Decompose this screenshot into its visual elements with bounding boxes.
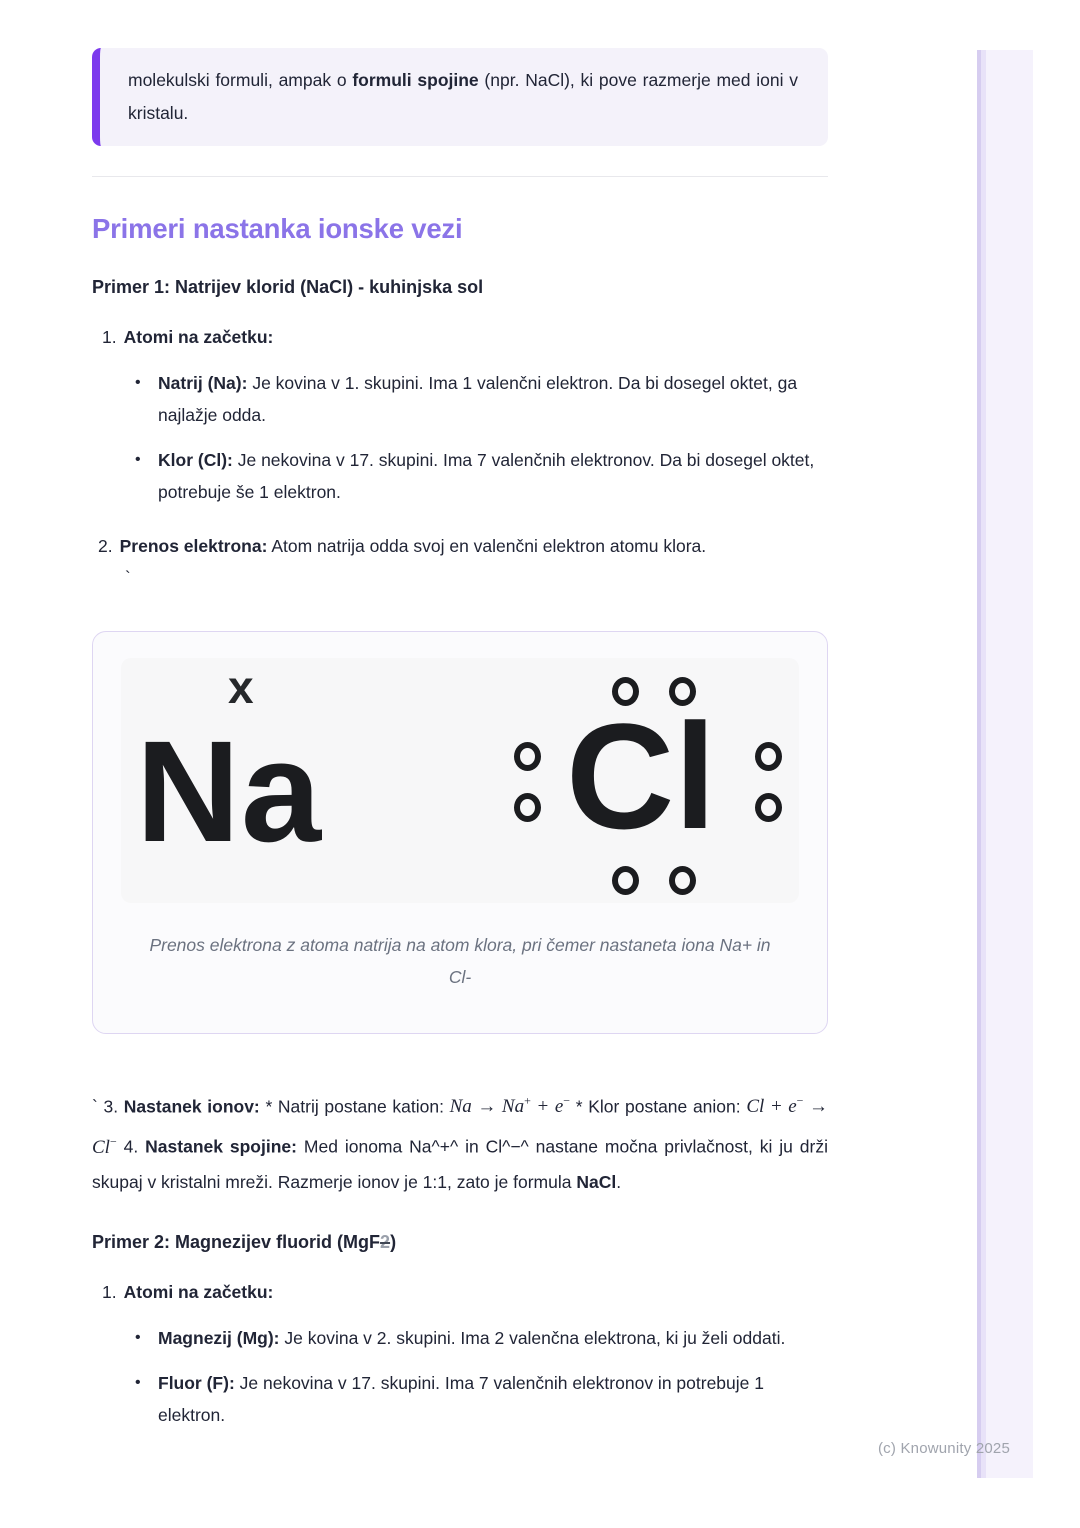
sodium-atom-diagram — [136, 658, 376, 903]
valence-electron-mark: x — [228, 661, 254, 713]
chlorine-symbol: Cl — [566, 692, 716, 860]
formula-nacl: NaCl — [576, 1171, 617, 1192]
blockquote-text-tail: (npr. NaCl), ki pove razmerje med ioni v kristalu. — [128, 70, 798, 123]
page-edge-scroll-strip — [977, 50, 1033, 1478]
period: . — [616, 1171, 622, 1192]
list-item-term: Fluor (F): — [158, 1372, 235, 1393]
step-body: Atom natrija odda svoj en valenčni elektron atomu klora. — [267, 536, 707, 556]
step-number: 1. — [102, 1281, 117, 1302]
step-label: Atomi na začetku: — [123, 1281, 274, 1302]
list-item-term: Natrij (Na): — [158, 373, 248, 393]
blockquote-text: molekulski formuli, ampak o — [128, 70, 353, 90]
blockquote-note — [92, 48, 828, 146]
step-term: Prenos elektrona: — [119, 536, 268, 556]
primer2-struck-subscript: 2 — [380, 1231, 391, 1252]
electron-dot-icon — [669, 866, 696, 895]
step4-term: Nastanek spojine: — [145, 1136, 297, 1157]
divider — [92, 176, 828, 177]
step-number: 2. — [98, 536, 113, 556]
electron-dot-icon — [755, 742, 782, 771]
list-item-body: Je kovina v 1. skupini. Ima 1 valenčni elektron. Da bi dosegel oktet, ga najlažje odda. — [158, 373, 798, 425]
bullet-icon: • — [135, 1328, 141, 1346]
list-item-body: Je nekovina v 17. skupini. Ima 7 valenčnih elektronov. Da bi dosegel oktet, potrebuje še 1 elektron. — [158, 450, 815, 502]
list-item-text — [158, 1367, 828, 1431]
primer2-step1 — [92, 1276, 828, 1309]
figure-card — [92, 631, 828, 1034]
lewis-structure-image — [121, 658, 799, 903]
steps-3-4-paragraph — [92, 1084, 828, 1200]
list-item — [92, 1322, 828, 1354]
primer1-step-list — [92, 321, 828, 508]
copyright-watermark: (c) Knowunity 2025 — [877, 1440, 1010, 1457]
section-heading: Primeri nastanka ionske vezi — [92, 213, 463, 244]
sodium-ionization-formula: Na → Na+ + e− — [449, 1094, 571, 1118]
primer2-step-list — [92, 1276, 828, 1431]
list-item-body: Je nekovina v 17. skupini. Ima 7 valenčnih elektronov in potrebuje 1 elektron. — [158, 1372, 764, 1425]
chlorine-ionization-formula: Cl + e− → Cl− — [92, 1094, 828, 1158]
step3-number: ` 3. — [92, 1096, 124, 1117]
list-item — [92, 444, 828, 508]
bullet-icon: • — [135, 374, 141, 391]
step4-text: Med ionoma Na^+^ in Cl^−^ nastane močna privlačnost, ki ju drži skupaj v kristalni mreži. Razmerje ionov je 1:1, zato je formula — [92, 1136, 828, 1192]
primer1-step2 — [92, 530, 828, 563]
primer2-title — [92, 1230, 828, 1254]
list-item-text — [158, 1322, 785, 1354]
step-label: Atomi na začetku: — [123, 327, 274, 347]
primer1-title: Primer 1: Natrijev klorid (NaCl) - kuhinjska sol — [92, 277, 484, 297]
step3-text: * Natrij postane kation: — [259, 1096, 450, 1117]
primer2-title-close: ) — [390, 1231, 397, 1252]
electron-dot-icon — [755, 793, 782, 822]
chlorine-atom-diagram — [514, 677, 782, 895]
list-item-term: Magnezij (Mg): — [158, 1327, 280, 1348]
stray-backtick: ` — [125, 568, 131, 587]
electron-dot-icon — [612, 866, 639, 895]
figure-caption: Prenos elektrona z atoma natrija na atom klora, pri čemer nastaneta iona Na+ in Cl- — [149, 935, 771, 987]
list-item-text — [158, 367, 828, 431]
step3-text-2: * Klor postane anion: — [570, 1096, 747, 1117]
electron-dot-icon — [514, 742, 541, 771]
step4-number: 4. — [116, 1136, 146, 1157]
bullet-icon: • — [135, 451, 141, 468]
step3-term: Nastanek ionov: — [123, 1096, 260, 1117]
list-item — [92, 1367, 828, 1431]
list-item — [92, 367, 828, 431]
list-item-term: Klor (Cl): — [158, 450, 233, 470]
list-item-text — [158, 444, 828, 508]
electron-dot-icon — [514, 793, 541, 822]
document-body — [92, 0, 828, 1431]
step-number: 1. — [102, 327, 117, 347]
sodium-symbol: Na — [136, 711, 323, 872]
bullet-icon: • — [135, 1373, 141, 1391]
list-item-body: Je kovina v 2. skupini. Ima 2 valenčna elektrona, ki ju želi oddati. — [279, 1327, 786, 1348]
primer1-step1 — [92, 321, 828, 354]
blockquote-bold-text: formuli spojine — [352, 70, 479, 90]
primer2-title-text: Primer 2: Magnezijev fluorid (MgF — [92, 1231, 381, 1252]
